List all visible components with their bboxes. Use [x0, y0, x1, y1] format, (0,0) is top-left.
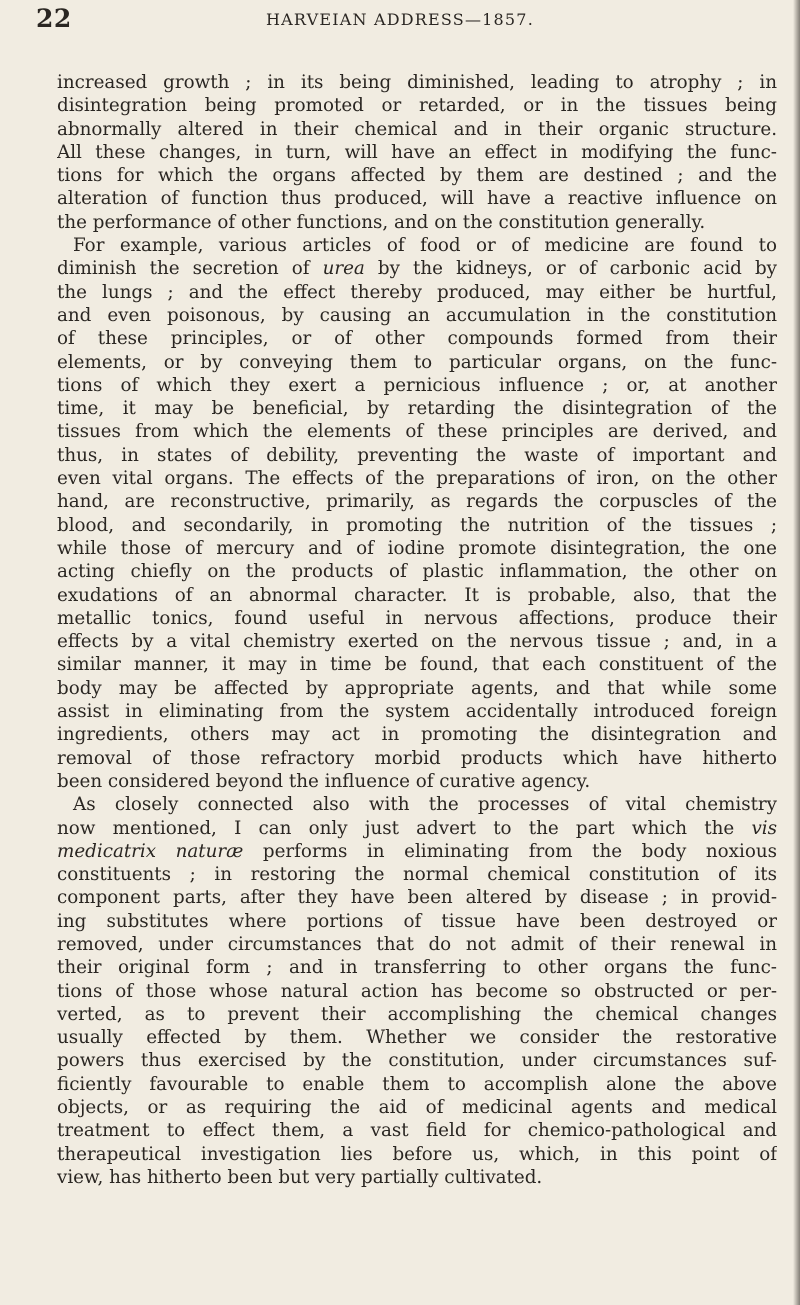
text-line: thus, in states of debility, preventing the waste of important and: [57, 444, 777, 466]
text-line: constituents ; in restoring the normal chemical constitution of its: [57, 864, 777, 886]
text-line: the performance of other functions, and on the constitution generally.: [57, 211, 706, 233]
text-line: exudations of an abnormal character. It is probable, also, that the: [57, 584, 777, 606]
text-line: body may be affected by appropriate agents, and that while some: [57, 677, 777, 699]
text-line: usually effected by them. Whether we consider the restorative: [57, 1027, 777, 1049]
text-line: tions for which the organs affected by them are destined ; and the: [57, 165, 777, 187]
text-line: component parts, after they have been altered by disease ; in provid-: [57, 887, 777, 909]
text-line: As closely connected also with the processes of vital chemistry: [73, 794, 777, 816]
text-line: removal of those refractory morbid products which have hitherto: [57, 747, 777, 769]
body-text: [57, 71, 777, 1189]
text-line: ing substitutes where portions of tissue have been destroyed or: [57, 910, 777, 932]
text-line: All these changes, in turn, will have an effect in modifying the func-: [57, 141, 777, 163]
text-line: removed, under circumstances that do not admit of their renewal in: [57, 933, 777, 955]
text-line: view, has hitherto been but very partially cultivated.: [57, 1166, 543, 1188]
text-line: For example, various articles of food or of medicine are found to: [73, 235, 777, 257]
text-line: metallic tonics, found useful in nervous affections, produce their: [57, 607, 777, 629]
text-line: ingredients, others may act in promoting the disintegration and: [57, 724, 777, 746]
text-line: increased growth ; in its being diminished, leading to atrophy ; in: [57, 72, 777, 93]
text-line: assist in eliminating from the system accidentally introduced foreign: [57, 701, 777, 723]
running-head: HARVEIAN ADDRESS—1857.: [266, 10, 534, 29]
text-line: of these principles, or of other compounds formed from their: [57, 328, 777, 350]
text-line: verted, as to prevent their accomplishing the chemical changes: [57, 1003, 777, 1025]
text-line: effects by a vital chemistry exerted on the nervous tissue ; and, in a: [57, 631, 777, 653]
text-line: while those of mercury and of iodine promote disintegration, the one: [57, 537, 777, 559]
text-line: powers thus exercised by the constitution, under circumstances suf-: [57, 1050, 777, 1072]
text-line: now mentioned, I can only just advert to the part which the vis: [57, 817, 777, 839]
text-line: tissues from which the elements of these principles are derived, and: [57, 421, 777, 443]
page-number: 22: [36, 4, 72, 33]
text-line: their original form ; and in transferring to other organs the func-: [57, 957, 777, 979]
text-line: and even poisonous, by causing an accumulation in the constitution: [57, 304, 777, 326]
text-line: time, it may be beneficial, by retarding the disintegration of the: [57, 398, 777, 420]
page-edge-shadow: [793, 0, 800, 1305]
text-line: therapeutical investigation lies before us, which, in this point of: [57, 1143, 777, 1165]
text-line: diminish the secretion of urea by the kidneys, or of carbonic acid by: [57, 258, 777, 280]
text-line: similar manner, it may in time be found, that each constituent of the: [57, 654, 777, 676]
text-line: alteration of function thus produced, will have a reactive influence on: [57, 188, 777, 210]
text-line: tions of which they exert a pernicious influence ; or, at another: [57, 374, 777, 396]
text-line: elements, or by conveying them to particular organs, on the func-: [57, 351, 777, 373]
text-line: hand, are reconstructive, primarily, as regards the corpuscles of the: [57, 491, 777, 513]
text-line: even vital organs. The effects of the preparations of iron, on the other: [57, 468, 777, 490]
text-line: the lungs ; and the effect thereby produced, may either be hurtful,: [57, 281, 777, 303]
text-line: objects, or as requiring the aid of medicinal agents and medical: [57, 1097, 777, 1119]
text-line: tions of those whose natural action has become so obstructed or per-: [57, 980, 777, 1002]
text-line: disintegration being promoted or retarded, or in the tissues being: [57, 95, 777, 117]
text-line: treatment to effect them, a vast field for chemico-pathological and: [57, 1120, 777, 1142]
text-line: abnormally altered in their chemical and in their organic structure.: [57, 118, 777, 140]
text-line: acting chiefly on the products of plastic inflammation, the other on: [57, 561, 777, 583]
text-line: ficiently favourable to enable them to accomplish alone the above: [57, 1073, 777, 1095]
text-line: medicatrix naturæ performs in eliminating from the body noxious: [57, 840, 777, 862]
text-line: blood, and secondarily, in promoting the nutrition of the tissues ;: [57, 514, 777, 536]
text-line: been considered beyond the influence of curative agency.: [57, 770, 591, 792]
